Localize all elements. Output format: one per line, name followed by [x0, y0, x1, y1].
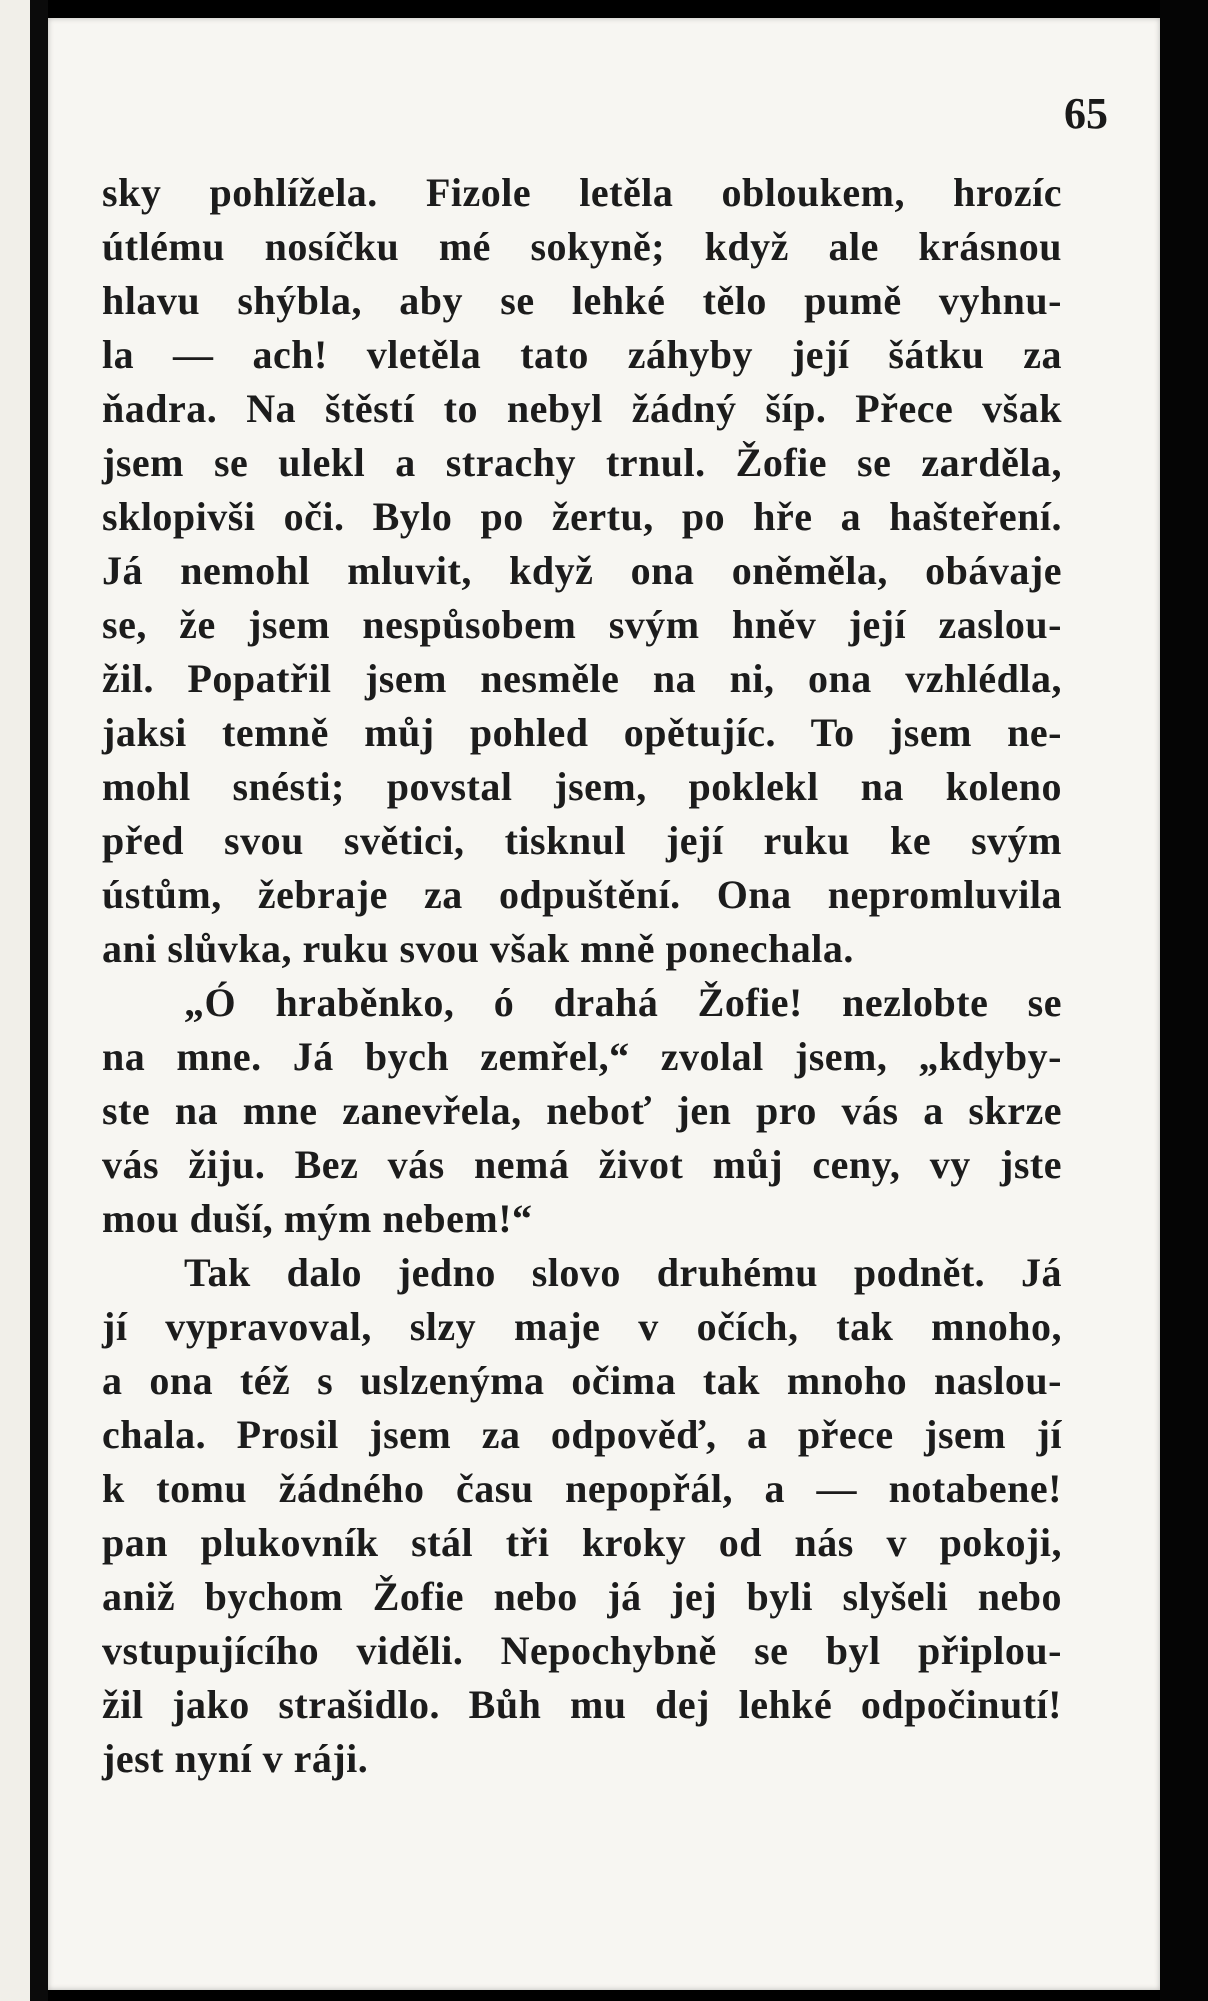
body-text	[102, 166, 1062, 1786]
text-line: se, že jsem nespůsobem svým hněv její zaslou-	[102, 602, 1062, 647]
text-line: ani slůvka, ruku svou však mně ponechala.	[102, 926, 854, 971]
text-line: chala. Prosil jsem za odpověď, a přece jsem jí	[102, 1412, 1062, 1457]
text-line: Já nemohl mluvit, když ona oněměla, obávaje	[102, 548, 1062, 593]
text-line: žil. Popatřil jsem nesměle na ni, ona vzhlédla,	[102, 656, 1062, 701]
text-line: ňadra. Na štěstí to nebyl žádný šíp. Přece však	[102, 386, 1062, 431]
text-line: sklopivši oči. Bylo po žertu, po hře a hašteření.	[102, 494, 1062, 539]
text-line: ste na mne zanevřela, neboť jen pro vás a skrze	[102, 1088, 1062, 1133]
text-line: na mne. Já bych zemřel,“ zvolal jsem, „kdyby-	[102, 1034, 1062, 1079]
text-line: sky pohlížela. Fizole letěla obloukem, hrozíc	[102, 170, 1062, 215]
text-line: pan plukovník stál tři kroky od nás v pokoji,	[102, 1520, 1062, 1565]
text-line: hlavu shýbla, aby se lehké tělo pumě vyhnu-	[102, 278, 1062, 323]
text-line: vstupujícího viděli. Nepochybně se byl připlou-	[102, 1628, 1062, 1673]
text-line: vás žiju. Bez vás nemá život můj ceny, vy jste	[102, 1142, 1062, 1187]
text-line: jaksi temně můj pohled opětujíc. To jsem ne-	[102, 710, 1062, 755]
page-number: 65	[1064, 89, 1108, 138]
text-line: la — ach! vletěla tato záhyby její šátku za	[102, 332, 1062, 377]
facing-page-edge	[0, 0, 30, 2001]
text-line: útlému nosíčku mé sokyně; když ale krásnou	[102, 224, 1062, 269]
text-line: „Ó hraběnko, ó drahá Žofie! nezlobte se	[184, 980, 1062, 1025]
text-line: aniž bychom Žofie nebo já jej byli slyšeli nebo	[102, 1574, 1062, 1619]
text-line: mou duší, mým nebem!“	[102, 1196, 533, 1241]
text-line: a ona též s uslzenýma očima tak mnoho naslou-	[102, 1358, 1062, 1403]
text-line: před svou světici, tisknul její ruku ke svým	[102, 818, 1062, 863]
text-line: k tomu žádného času nepopřál, a — notabene!	[102, 1466, 1062, 1511]
book-page	[48, 18, 1160, 1990]
text-line: jest nyní v ráji.	[102, 1736, 369, 1781]
text-line: mohl snésti; povstal jsem, poklekl na koleno	[102, 764, 1062, 809]
text-line: jí vypravoval, slzy maje v očích, tak mnoho,	[102, 1304, 1062, 1349]
text-line: ústům, žebraje za odpuštění. Ona nepromluvila	[102, 872, 1062, 917]
text-line: žil jako strašidlo. Bůh mu dej lehké odpočinutí!	[102, 1682, 1062, 1727]
text-line: jsem se ulekl a strachy trnul. Žofie se zarděla,	[102, 440, 1062, 485]
right-border	[1160, 0, 1208, 2001]
gutter-shadow	[30, 0, 48, 2001]
text-line: Tak dalo jedno slovo druhému podnět. Já	[184, 1250, 1062, 1295]
